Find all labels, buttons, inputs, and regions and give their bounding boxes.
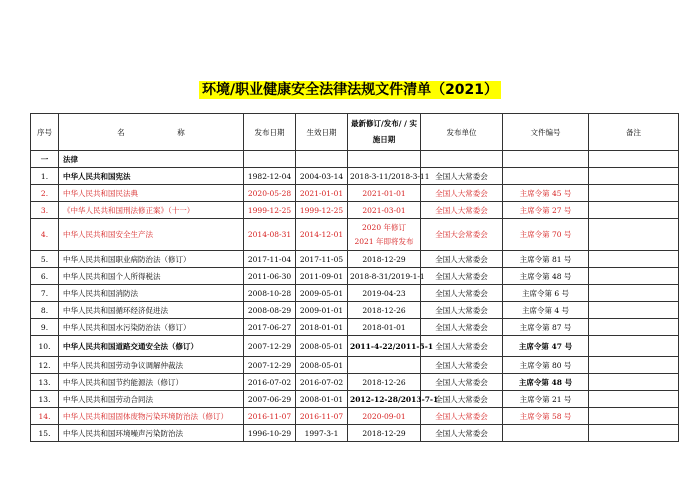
header-row	[31, 114, 679, 151]
row-issuer: 全国人大常委会	[421, 168, 503, 185]
row-no: 13.	[31, 374, 59, 391]
row-doc-no: 主席令第 47 号	[503, 336, 589, 357]
row-eff-date: 2016-11-07	[296, 408, 348, 425]
table-row	[31, 285, 679, 302]
header-eff-date: 生效日期	[296, 114, 348, 151]
table-row	[31, 251, 679, 268]
row-remark	[589, 408, 679, 425]
row-eff-date: 2009-05-01	[296, 285, 348, 302]
row-eff-date: 2008-05-01	[296, 336, 348, 357]
row-name: 中华人民共和国节约能源法（修订）	[59, 374, 244, 391]
row-eff-date: 1999-12-25	[296, 202, 348, 219]
row-pub-date: 2014-08-31	[244, 219, 296, 251]
row-remark	[589, 391, 679, 408]
row-remark	[589, 168, 679, 185]
row-latest: 2018-12-26	[348, 374, 421, 391]
row-latest: 2018-3-11/2018-3-11	[348, 168, 421, 185]
header-latest-b: 施日期	[372, 135, 396, 144]
table-row	[31, 202, 679, 219]
row-no: 6.	[31, 268, 59, 285]
row-pub-date: 1996-10-29	[244, 425, 296, 442]
table-row	[31, 268, 679, 285]
row-latest: 2021-01-01	[348, 185, 421, 202]
row-pub-date: 2007-12-29	[244, 336, 296, 357]
row-pub-date: 2007-12-29	[244, 357, 296, 374]
header-name-a: 名	[117, 127, 125, 137]
row-name: 中华人民共和国消防法	[59, 285, 244, 302]
header-latest-a: 最新修订/发布/ / 实	[351, 119, 417, 128]
row-remark	[589, 336, 679, 357]
row-remark	[589, 268, 679, 285]
row-name: 中华人民共和国民法典	[59, 185, 244, 202]
row-doc-no: 主席令第 21 号	[503, 391, 589, 408]
row-issuer: 全国人大常委会	[421, 425, 503, 442]
row-eff-date: 2014-12-01	[296, 219, 348, 251]
row-name: 中华人民共和国劳动争议调解仲裁法	[59, 357, 244, 374]
row-no: 12.	[31, 357, 59, 374]
row-issuer: 全国人大常委会	[421, 185, 503, 202]
row-pub-date: 1999-12-25	[244, 202, 296, 219]
section-no: 一	[31, 151, 59, 168]
row-eff-date: 2018-01-01	[296, 319, 348, 336]
row-remark	[589, 374, 679, 391]
row-name: 中华人民共和国个人所得税法	[59, 268, 244, 285]
row-remark	[589, 302, 679, 319]
row-latest: 2021-03-01	[348, 202, 421, 219]
row-issuer: 全国人大常委会	[421, 251, 503, 268]
row-latest: 2018-12-26	[348, 302, 421, 319]
row-eff-date: 2016-07-02	[296, 374, 348, 391]
row-no: 8.	[31, 302, 59, 319]
row-no: 9.	[31, 319, 59, 336]
row-remark	[589, 185, 679, 202]
row-pub-date: 1982-12-04	[244, 168, 296, 185]
row-doc-no: 主席令第 4 号	[503, 302, 589, 319]
row-no: 5.	[31, 251, 59, 268]
row-latest: 2011-4-22/2011-5-1	[348, 336, 421, 357]
row-no: 14.	[31, 408, 59, 425]
row-pub-date: 2016-07-02	[244, 374, 296, 391]
row-name: 中华人民共和国宪法	[59, 168, 244, 185]
row-doc-no: 主席令第 80 号	[503, 357, 589, 374]
row-latest-line1: 2020 年修订	[362, 222, 406, 232]
header-issuer: 发布单位	[421, 114, 503, 151]
header-doc-no: 文件编号	[503, 114, 589, 151]
row-eff-date: 2017-11-05	[296, 251, 348, 268]
row-eff-date: 2004-03-14	[296, 168, 348, 185]
row-name: 中华人民共和国环境噪声污染防治法	[59, 425, 244, 442]
row-issuer: 全国人大常委会	[421, 357, 503, 374]
row-issuer: 全国人大常委会	[421, 391, 503, 408]
row-doc-no: 主席令第 48 号	[503, 374, 589, 391]
row-issuer: 全国人大常委会	[421, 336, 503, 357]
row-pub-date: 2011-06-30	[244, 268, 296, 285]
row-name: 中华人民共和国水污染防治法（修订）	[59, 319, 244, 336]
header-latest	[348, 114, 421, 151]
row-no: 13.	[31, 391, 59, 408]
row-issuer: 全国人大常委会	[421, 302, 503, 319]
table-row	[31, 425, 679, 442]
header-name-b: 称	[177, 127, 185, 137]
document-title: 环境/职业健康安全法律法规文件清单（2021）	[199, 81, 501, 99]
row-remark	[589, 219, 679, 251]
table-row	[31, 302, 679, 319]
row-no: 3.	[31, 202, 59, 219]
table-row	[31, 391, 679, 408]
row-pub-date: 2008-10-28	[244, 285, 296, 302]
row-latest-line2: 2021 年即将发布	[354, 236, 414, 246]
row-eff-date: 2021-01-01	[296, 185, 348, 202]
row-issuer: 全国人大常委会	[421, 408, 503, 425]
table-row	[31, 185, 679, 202]
row-doc-no: 主席令第 45 号	[503, 185, 589, 202]
section-label: 法律	[59, 151, 244, 168]
row-doc-no: 主席令第 6 号	[503, 285, 589, 302]
row-latest	[348, 219, 421, 251]
row-no: 4.	[31, 219, 59, 251]
row-remark	[589, 285, 679, 302]
row-pub-date: 2017-06-27	[244, 319, 296, 336]
row-issuer: 全国人大常委会	[421, 268, 503, 285]
row-issuer: 全国人大常委会	[421, 285, 503, 302]
row-remark	[589, 357, 679, 374]
row-no: 10.	[31, 336, 59, 357]
row-name: 中华人民共和国安全生产法	[59, 219, 244, 251]
row-pub-date: 2017-11-04	[244, 251, 296, 268]
row-pub-date: 2020-05-28	[244, 185, 296, 202]
table-row	[31, 408, 679, 425]
row-eff-date: 2008-05-01	[296, 357, 348, 374]
row-latest: 2018-12-29	[348, 425, 421, 442]
row-no: 7.	[31, 285, 59, 302]
row-remark	[589, 251, 679, 268]
header-pub-date: 发布日期	[244, 114, 296, 151]
table-row	[31, 374, 679, 391]
table-row	[31, 336, 679, 357]
row-issuer: 全国大会常委会	[421, 219, 503, 251]
row-name: 中华人民共和国职业病防治法（修订）	[59, 251, 244, 268]
row-name: 中华人民共和国劳动合同法	[59, 391, 244, 408]
regulation-table	[30, 113, 679, 442]
row-latest: 2018-01-01	[348, 319, 421, 336]
row-name: 中华人民共和国道路交通安全法（修订）	[59, 336, 244, 357]
row-issuer: 全国人大常委会	[421, 319, 503, 336]
row-latest: 2019-04-23	[348, 285, 421, 302]
row-pub-date: 2016-11-07	[244, 408, 296, 425]
row-doc-no	[503, 425, 589, 442]
row-latest: 2012-12-28/2013-7-1	[348, 391, 421, 408]
row-latest	[348, 357, 421, 374]
row-latest: 2020-09-01	[348, 408, 421, 425]
row-name: 中华人民共和国固体废物污染环境防治法（修订）	[59, 408, 244, 425]
row-name: 中华人民共和国循环经济促进法	[59, 302, 244, 319]
row-doc-no	[503, 168, 589, 185]
row-doc-no: 主席令第 27 号	[503, 202, 589, 219]
row-doc-no: 主席令第 81 号	[503, 251, 589, 268]
row-no: 2.	[31, 185, 59, 202]
row-doc-no: 主席令第 70 号	[503, 219, 589, 251]
row-issuer: 全国人大常委会	[421, 202, 503, 219]
row-remark	[589, 319, 679, 336]
row-doc-no: 主席令第 87 号	[503, 319, 589, 336]
row-remark	[589, 202, 679, 219]
section-row	[31, 151, 679, 168]
row-doc-no: 主席令第 58 号	[503, 408, 589, 425]
table-row	[31, 219, 679, 251]
row-eff-date: 2008-01-01	[296, 391, 348, 408]
row-remark	[589, 425, 679, 442]
row-pub-date: 2007-06-29	[244, 391, 296, 408]
row-no: 15.	[31, 425, 59, 442]
table-row	[31, 168, 679, 185]
header-seq: 序号	[31, 114, 59, 151]
row-doc-no: 主席令第 48 号	[503, 268, 589, 285]
row-eff-date: 1997-3-1	[296, 425, 348, 442]
header-name	[59, 114, 244, 151]
row-pub-date: 2008-08-29	[244, 302, 296, 319]
row-name: 《中华人民共和国刑法修正案》（十一）	[59, 202, 244, 219]
header-remark: 备注	[589, 114, 679, 151]
row-eff-date: 2011-09-01	[296, 268, 348, 285]
row-eff-date: 2009-01-01	[296, 302, 348, 319]
row-latest: 2018-8-31/2019-1-1	[348, 268, 421, 285]
row-latest: 2018-12-29	[348, 251, 421, 268]
table-row	[31, 357, 679, 374]
table-row	[31, 319, 679, 336]
row-no: 1.	[31, 168, 59, 185]
row-issuer: 全国人大常委会	[421, 374, 503, 391]
